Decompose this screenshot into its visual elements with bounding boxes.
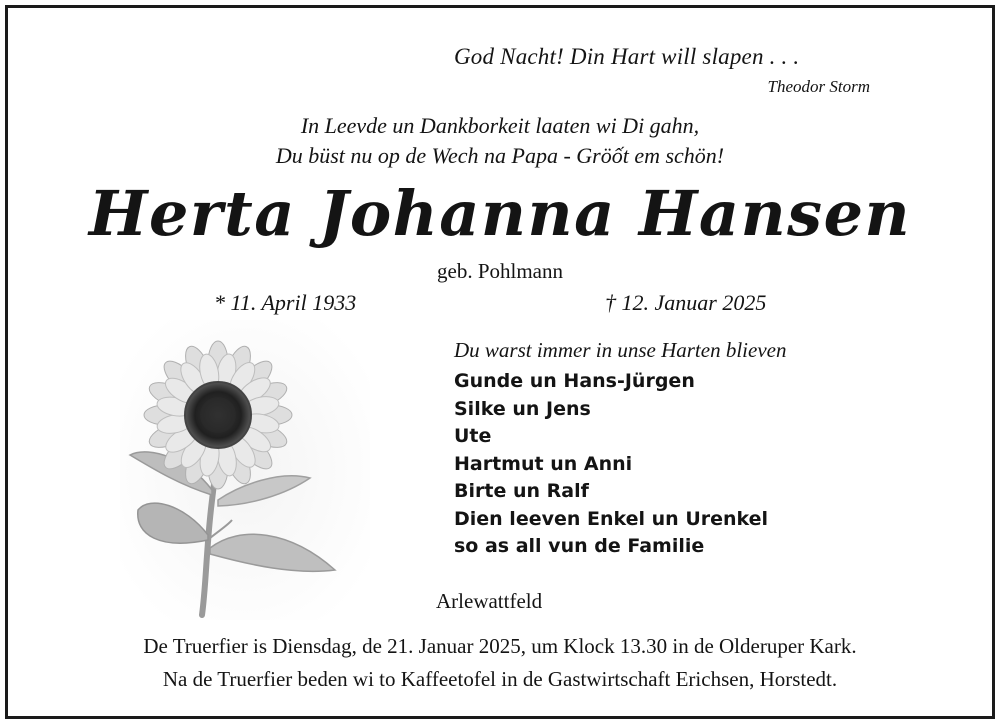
- mourner-name: Gunde un Hans-Jürgen: [454, 370, 695, 392]
- maiden-name: geb. Pohlmann: [437, 259, 563, 283]
- place-name: Arlewattfeld: [436, 589, 543, 613]
- mourner-name: Birte un Ralf: [454, 480, 589, 502]
- mourner-name: so as all vun de Familie: [454, 535, 705, 557]
- verse-line-2: Du büst nu op de Wech na Papa - Gröốt em schön!: [275, 143, 725, 168]
- mourner-name: Silke un Jens: [454, 397, 591, 420]
- funeral-notice-line-2: Na de Truerfier beden wi to Kaffeetofel in de Gastwirtschaft Erichsen, Horstedt.: [162, 667, 838, 691]
- deceased-name: Herta Johanna Hansen: [88, 177, 912, 250]
- verse-line-1: In Leevde un Dankborkeit laaten wi Di gahn,: [300, 113, 700, 138]
- sunflower-image: [120, 320, 370, 620]
- funeral-notice-line-1: De Truerfier is Diensdag, de 21. Januar 2025, um Klock 13.30 in de Olderuper Kark.: [143, 634, 857, 658]
- mourners-intro: Du warst immer in unse Harten blieven: [454, 338, 787, 362]
- birth-date: * 11. April 1933: [214, 290, 357, 315]
- death-date: † 12. Januar 2025: [605, 290, 767, 315]
- quote-text: God Nacht! Din Hart will slapen . . .: [454, 44, 800, 69]
- quote-author: Theodor Storm: [767, 77, 870, 96]
- mourners-list: [454, 368, 768, 561]
- mourner-name: Dien leeven Enkel un Urenkel: [454, 507, 769, 530]
- mourner-name: Ute: [454, 425, 492, 447]
- mourner-name: Hartmut un Anni: [454, 452, 633, 475]
